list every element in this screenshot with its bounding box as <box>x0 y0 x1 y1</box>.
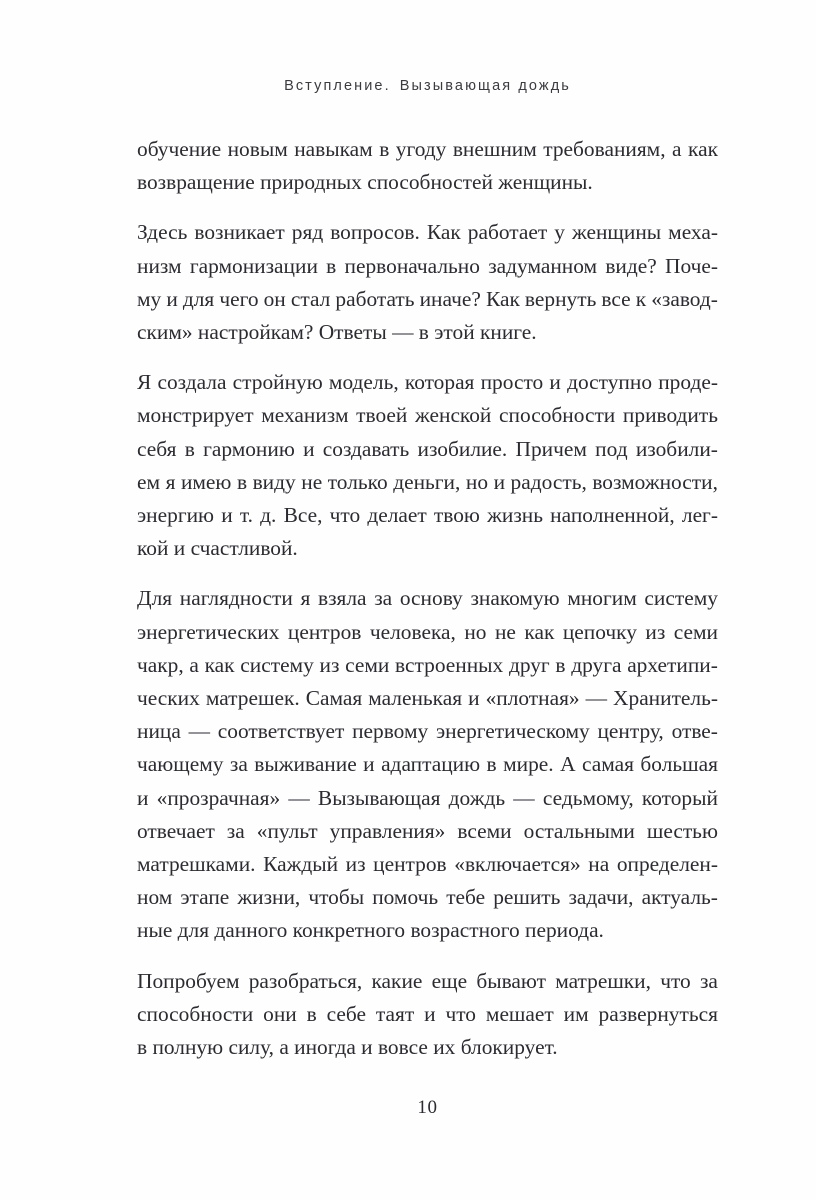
word: Как <box>426 220 461 245</box>
word: имею <box>180 469 232 494</box>
word: за <box>699 968 718 993</box>
word: женщины <box>571 220 662 245</box>
word: Попробуем <box>137 968 240 993</box>
word: обучение <box>137 137 222 161</box>
word: т. <box>239 503 253 528</box>
word: матрешками. <box>137 852 256 877</box>
word: чакр, <box>137 652 184 677</box>
word: многим <box>567 586 637 611</box>
word: выживание <box>254 752 357 777</box>
word: «пульт <box>256 818 318 843</box>
word: за <box>226 818 245 843</box>
word: работать <box>335 286 415 311</box>
word: решить <box>493 885 561 910</box>
word: Самая <box>305 686 363 711</box>
word: первому <box>352 719 429 744</box>
word: я <box>165 469 176 494</box>
word: семи <box>673 619 718 644</box>
word: ном <box>137 885 173 910</box>
word: для <box>182 286 215 311</box>
word: «плотная» <box>485 686 580 711</box>
word: виде? <box>605 253 657 278</box>
paragraph <box>137 216 718 349</box>
word: из <box>645 619 666 644</box>
text-line <box>137 616 718 649</box>
word: еще <box>431 968 468 993</box>
word: твою <box>433 503 480 528</box>
word: и <box>363 752 375 777</box>
word: деньги, <box>393 469 461 494</box>
word: какие <box>371 968 423 993</box>
word: виду <box>252 469 296 494</box>
word: седьмому, <box>542 785 634 810</box>
text-line: ским» настройкам? Ответы — в этой книге. <box>137 320 537 345</box>
word: не <box>494 619 516 644</box>
word: не <box>301 469 323 494</box>
word: цепочку <box>562 619 637 644</box>
word: на <box>588 852 610 877</box>
word: гармонию <box>203 436 295 461</box>
word: энергетическому <box>435 719 590 744</box>
word: модель, <box>328 370 399 395</box>
word: в <box>486 752 497 777</box>
word: ем <box>137 469 161 494</box>
word: соответствует <box>217 719 345 744</box>
text-line <box>137 965 718 998</box>
word: таят <box>375 1001 415 1026</box>
running-head-title: Вызывающая дождь <box>399 78 571 94</box>
word: разобраться, <box>248 968 363 993</box>
word: ница <box>137 719 181 744</box>
body-text-column <box>137 133 718 1064</box>
word: развернуться <box>598 1001 718 1026</box>
word: им <box>563 1001 589 1026</box>
word: себе <box>326 1001 366 1026</box>
running-head-section: Вступление. <box>284 78 391 94</box>
word: приводить <box>622 403 718 428</box>
word: управления» <box>329 818 446 843</box>
word: что <box>445 1001 476 1026</box>
word: Хранитель- <box>613 686 718 711</box>
word: друга <box>571 652 622 677</box>
word: который <box>641 785 718 810</box>
word: самая <box>581 752 634 777</box>
word: а <box>189 652 199 677</box>
word: но <box>464 619 487 644</box>
word: как <box>688 137 718 161</box>
text-line <box>137 399 718 432</box>
word: Поче- <box>665 253 718 278</box>
word: мире. <box>503 752 554 777</box>
word: в <box>236 469 248 494</box>
word: и <box>493 469 506 494</box>
word: иначе? <box>419 286 481 311</box>
text-line <box>137 499 718 532</box>
page-number: 10 <box>417 1097 438 1118</box>
word: у <box>554 220 565 245</box>
word: в <box>379 137 390 161</box>
word: центру, <box>597 719 664 744</box>
word: определен- <box>616 852 718 877</box>
text-line <box>137 782 718 815</box>
word: требованиям, <box>543 137 666 161</box>
word: за <box>229 752 248 777</box>
word: центров <box>287 619 362 644</box>
word: всеми <box>457 818 512 843</box>
word: в <box>306 1001 317 1026</box>
word: под <box>595 436 628 461</box>
word: помочь <box>372 885 439 910</box>
word: — <box>585 686 608 711</box>
word: наполненной, <box>550 503 675 528</box>
running-head <box>137 78 718 94</box>
word: этапе <box>180 885 230 910</box>
text-line <box>137 366 718 399</box>
word: «прозрачная» <box>156 785 281 810</box>
word: Для <box>137 586 173 611</box>
word: «включается» <box>454 852 581 877</box>
word: стал <box>290 286 331 311</box>
word: из <box>319 652 340 677</box>
word: центров <box>373 852 447 877</box>
word: энергию <box>137 503 215 528</box>
word: как <box>204 652 235 677</box>
paragraph <box>137 133 718 199</box>
word: а <box>672 137 682 161</box>
text-line <box>137 216 718 249</box>
word: меха- <box>668 220 718 245</box>
text-line <box>137 881 718 914</box>
word: в <box>326 253 337 278</box>
word: навыкам <box>294 137 373 161</box>
word: все <box>601 286 631 311</box>
word: друг <box>508 652 550 677</box>
word: механизм <box>261 403 349 428</box>
word: дождь <box>448 785 506 810</box>
text-line: в полную силу, а иногда и вовсе их блокирует. <box>137 1035 558 1060</box>
text-line <box>137 815 718 848</box>
word: Вызывающая <box>317 785 441 810</box>
word: Я <box>137 370 152 395</box>
word: и <box>166 286 178 311</box>
word: и <box>468 686 480 711</box>
word: первоначально <box>344 253 480 278</box>
word: твоей <box>356 403 408 428</box>
word: му <box>137 286 162 311</box>
word: и <box>221 503 233 528</box>
word: внешним <box>452 137 537 161</box>
word: бывают <box>476 968 546 993</box>
word: создавать <box>322 436 410 461</box>
word: создала <box>157 370 227 395</box>
word: энергетических <box>137 619 280 644</box>
word: адаптацию <box>381 752 481 777</box>
word: «завод- <box>651 286 718 311</box>
word: систему <box>644 586 718 611</box>
word: большая <box>640 752 718 777</box>
word: монстрирует <box>137 403 254 428</box>
word: семи <box>345 652 390 677</box>
text-line: возвращение природных способностей женщины. <box>137 170 593 195</box>
word: Каждый <box>263 852 339 877</box>
word: как <box>524 619 555 644</box>
word: отве- <box>671 719 718 744</box>
text-line <box>137 998 718 1031</box>
paragraph <box>137 965 718 1065</box>
word: я <box>300 586 311 611</box>
word: и <box>549 370 561 395</box>
word: в <box>184 436 195 461</box>
word: — <box>513 785 535 810</box>
word: основу <box>399 586 463 611</box>
word: жизнь <box>487 503 543 528</box>
text-line <box>137 250 718 283</box>
word: женской <box>415 403 492 428</box>
word: изобилие. <box>417 436 508 461</box>
word: чтобы <box>308 885 365 910</box>
word: д. <box>260 503 277 528</box>
word: вернуть <box>524 286 597 311</box>
word: возникает <box>194 220 285 245</box>
word: человека, <box>369 619 456 644</box>
word: проде- <box>658 370 718 395</box>
text-line <box>137 283 718 316</box>
word: матрешки, <box>555 968 651 993</box>
word: жизни, <box>237 885 301 910</box>
word: стройную <box>232 370 323 395</box>
word: доступно <box>567 370 653 395</box>
word: систему <box>240 652 314 677</box>
word: отвечает <box>137 818 215 843</box>
text-line <box>137 582 718 615</box>
text-line <box>137 748 718 781</box>
word: — <box>188 719 211 744</box>
text-line: ные для данного конкретного возрастного периода. <box>137 918 604 943</box>
word: радость, <box>510 469 587 494</box>
word: взяла <box>317 586 367 611</box>
word: задуманном <box>488 253 598 278</box>
word: матрешек. <box>205 686 300 711</box>
paragraph <box>137 582 718 947</box>
word: способности <box>137 1001 254 1026</box>
word: вопросов. <box>330 220 420 245</box>
word: работает <box>467 220 548 245</box>
word: возможности, <box>592 469 718 494</box>
text-line <box>137 715 718 748</box>
text-line <box>137 848 718 881</box>
word: за <box>374 586 393 611</box>
word: маленькая <box>368 686 463 711</box>
text-line <box>137 466 718 499</box>
text-line <box>137 133 718 166</box>
word: шестью <box>646 818 718 843</box>
word: ряд <box>291 220 324 245</box>
word: они <box>263 1001 297 1026</box>
word: но <box>465 469 489 494</box>
text-line <box>137 649 718 682</box>
word: — <box>288 785 310 810</box>
word: чего <box>219 286 259 311</box>
word: архетипи- <box>627 652 718 677</box>
word: наглядности <box>179 586 293 611</box>
word: знакомую <box>470 586 560 611</box>
word: и <box>137 785 149 810</box>
text-line <box>137 433 718 466</box>
word: мешает <box>485 1001 554 1026</box>
word: новым <box>227 137 288 161</box>
word: себя <box>137 436 177 461</box>
word: он <box>263 286 286 311</box>
word: только <box>327 469 388 494</box>
word: что <box>329 503 361 528</box>
word: Причем <box>515 436 587 461</box>
paragraph <box>137 366 718 565</box>
word: и <box>303 436 315 461</box>
word: встроенных <box>395 652 504 677</box>
word: Здесь <box>137 220 188 245</box>
word: Как <box>485 286 520 311</box>
word: которая <box>404 370 475 395</box>
word: гармонизации <box>189 253 318 278</box>
word: остальными <box>523 818 635 843</box>
word: чающему <box>137 752 224 777</box>
word: в <box>555 652 566 677</box>
word: что <box>660 968 691 993</box>
word: задачи, <box>568 885 634 910</box>
word: к <box>635 286 647 311</box>
word: лег- <box>681 503 718 528</box>
word: Все, <box>283 503 323 528</box>
word: делает <box>367 503 427 528</box>
text-line: кой и счастливой. <box>137 536 298 561</box>
word: угоду <box>395 137 447 161</box>
word: изобили- <box>635 436 718 461</box>
word: ческих <box>137 686 200 711</box>
text-line <box>137 682 718 715</box>
word: и <box>424 1001 436 1026</box>
word: низм <box>137 253 182 278</box>
word: А <box>560 752 576 777</box>
word: просто <box>480 370 544 395</box>
word: из <box>345 852 366 877</box>
word: тебе <box>446 885 486 910</box>
word: способности <box>499 403 616 428</box>
word: актуаль- <box>641 885 718 910</box>
